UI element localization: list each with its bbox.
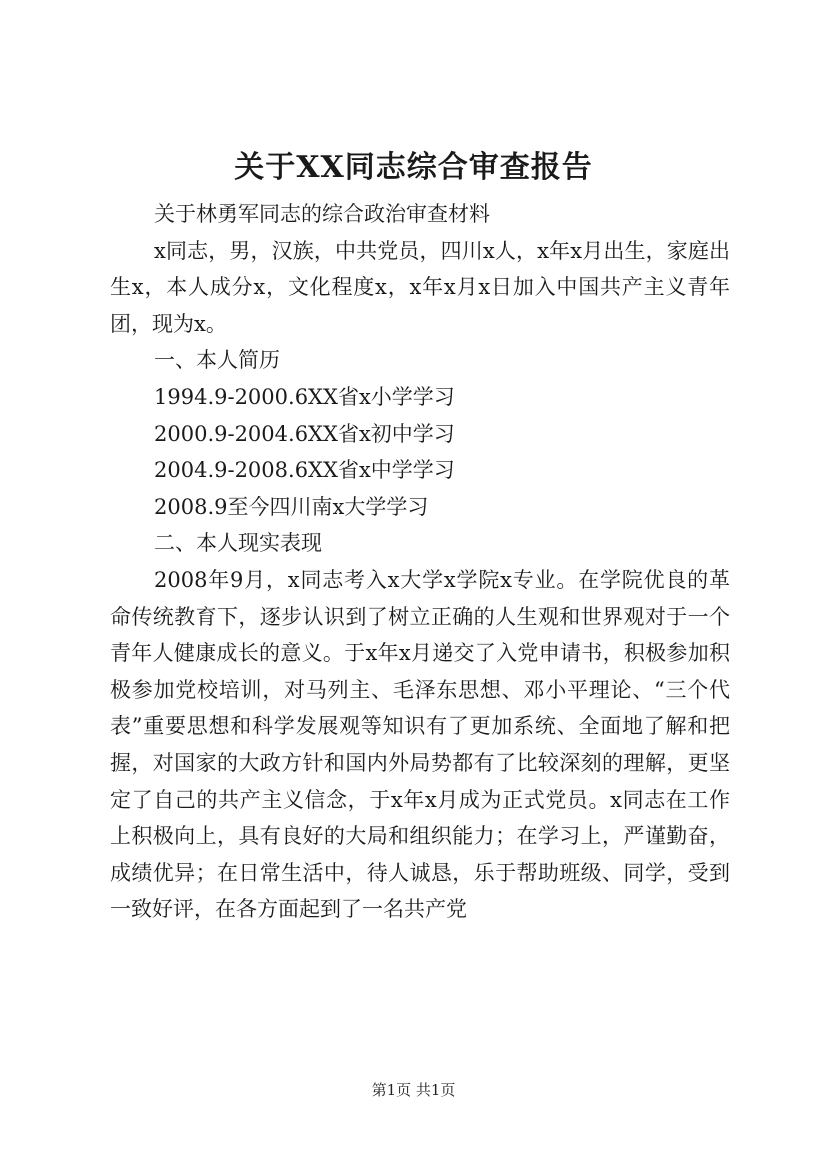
page-footer: 第1页 共1页	[371, 1081, 456, 1099]
document-body	[110, 196, 730, 928]
section-heading-performance: 二、本人现实表现	[154, 531, 322, 556]
paragraph-subject: 关于林勇军同志的综合政治审查材料	[154, 202, 490, 226]
document-title: 关于XX同志综合审查报告	[234, 150, 593, 185]
resume-entry-high: 2004.9-2008.6XX省x中学学习	[154, 458, 455, 483]
paragraph-performance: 2008年9月，x同志考入x大学x学院x专业。在学院优良的革命传统教育下，逐步认识到了树立正确的人生观和世界观对于一个青年人健康成长的意义。于x年x月递交了入党申请书，积极参加积极参加党校培训，对马列主、毛泽东思想、邓小平理论、“三个代表”重要思想和科学发展观等知识有了更加系统、全面地了解和把握，对国家的大政方针和国内外局势都有了比较深刻的理解，更坚定了自己的共产主义信念，于x年x月成为正式党员。x同志在工作上积极向上，具有良好的大局和组织能力；在学习上，严谨勤奋，成绩优异；在日常生活中，待人诚恳，乐于帮助班级、同学，受到一致好评，在各方面起到了一名共产党	[110, 567, 730, 922]
paragraph-basic-info: x同志，男，汉族，中共党员，四川x人，x年x月出生，家庭出生x，本人成分x，文化程度x，x年x月x日加入中国共产主义青年团，现为x。	[110, 238, 730, 336]
resume-entry-middle: 2000.9-2004.6XX省x初中学习	[154, 421, 455, 446]
section-heading-resume: 一、本人简历	[154, 348, 280, 373]
resume-entry-primary: 1994.9-2000.6XX省x小学学习	[154, 384, 455, 409]
resume-entry-university: 2008.9至今四川南x大学学习	[154, 494, 429, 519]
